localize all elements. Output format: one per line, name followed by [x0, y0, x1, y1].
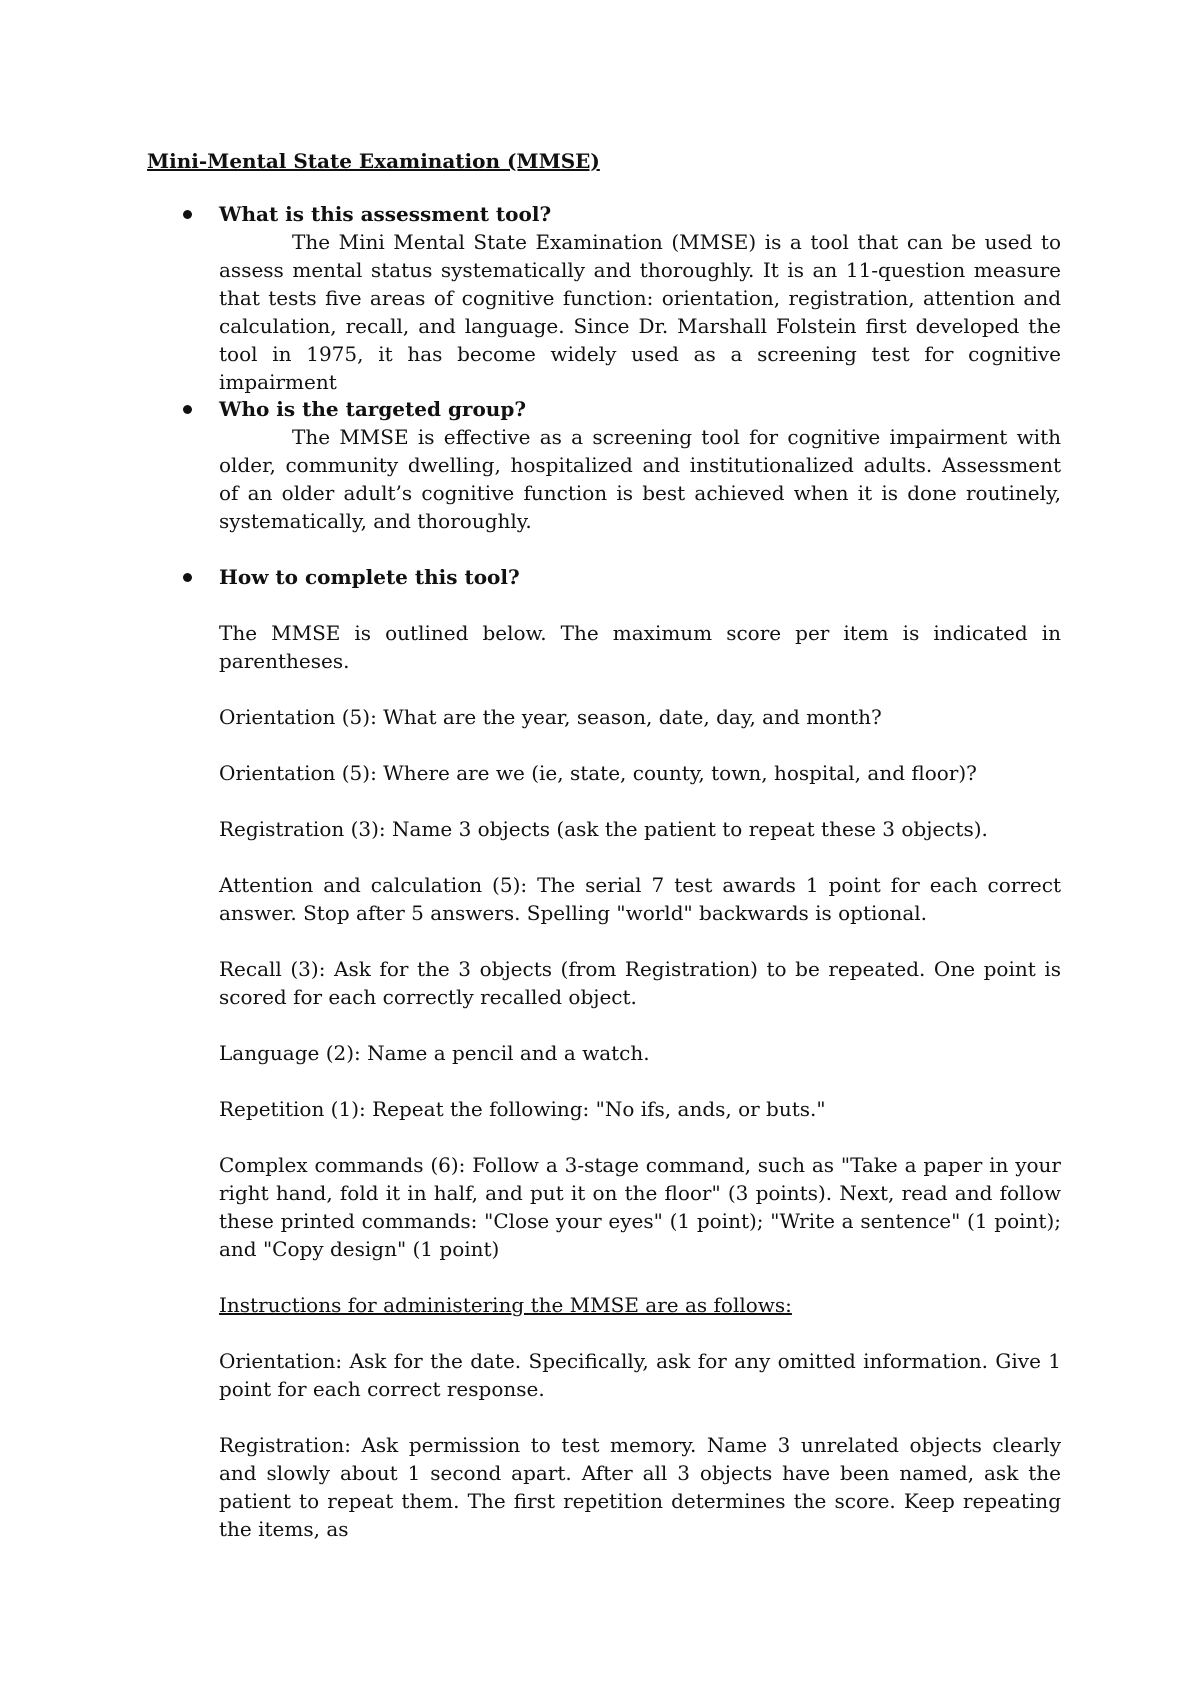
section-target-group: [219, 395, 1061, 535]
item-attention-calculation: [219, 871, 1061, 927]
item-complex-commands: [219, 1151, 1061, 1263]
item-orientation-place: [219, 759, 1061, 787]
section-what-is: [219, 200, 1061, 396]
bullet-icon: [183, 210, 192, 219]
list-item: Attention and calculation (5): The serial 7 test awards 1 point for each correct answer. Stop after 5 answers. Spelling "world" backwards is optional.: [219, 873, 1061, 925]
item-recall: [219, 955, 1061, 1011]
section-heading: Who is the targeted group?: [219, 397, 527, 421]
instruction-paragraph: Registration: Ask permission to test memory. Name 3 unrelated objects clearly and slowly about 1 second apart. After all 3 objects have been named, ask the patient to repeat them. The first repetition determines the score. Keep repeating the items, as: [219, 1433, 1061, 1541]
section-heading: What is this assessment tool?: [219, 202, 552, 226]
bullet-icon: [183, 405, 192, 414]
instruction-paragraph: Orientation: Ask for the date. Specifically, ask for any omitted information. Give 1 point for each correct response.: [219, 1349, 1061, 1401]
document-title: Mini-Mental State Examination (MMSE): [147, 149, 600, 173]
list-item: Repetition (1): Repeat the following: "No ifs, ands, or buts.": [219, 1097, 826, 1121]
instruction-orientation: [219, 1347, 1061, 1403]
item-orientation-time: [219, 703, 1061, 731]
section-how-to-complete: [219, 563, 1061, 591]
instructions-heading: Instructions for administering the MMSE are as follows:: [219, 1293, 792, 1317]
intro-paragraph: The MMSE is outlined below. The maximum score per item is indicated in parentheses.: [219, 621, 1061, 673]
item-language: [219, 1039, 1061, 1067]
list-item: Registration (3): Name 3 objects (ask the patient to repeat these 3 objects).: [219, 817, 988, 841]
instruction-registration: [219, 1431, 1061, 1543]
section-body: The MMSE is effective as a screening tool for cognitive impairment with older, community dwelling, hospitalized and institutionalized adults. Assessment of an older adult’s cognitive function is best achieved when it is done routinely, systematically, and thoroughly.: [219, 425, 1061, 533]
section-body: The Mini Mental State Examination (MMSE) is a tool that can be used to assess mental status systematically and thoroughly. It is an 11-question measure that tests five areas of cognitive function: orientation, registration, attention and calculation, recall, and language. Since Dr. Marshall Folstein first developed the tool in 1975, it has become widely used as a screening test for cognitive impairment: [219, 230, 1061, 394]
item-registration: [219, 815, 1061, 843]
list-item: Complex commands (6): Follow a 3-stage command, such as "Take a paper in your right hand, fold it in half, and put it on the floor" (3 points). Next, read and follow these printed commands: "Close your eyes" (1 point); "Write a sentence" (1 point); and "Copy design" (1 point): [219, 1153, 1061, 1261]
bullet-icon: [183, 573, 192, 582]
list-item: Orientation (5): Where are we (ie, state, county, town, hospital, and floor)?: [219, 761, 977, 785]
list-item: Orientation (5): What are the year, season, date, day, and month?: [219, 705, 882, 729]
item-repetition: [219, 1095, 1061, 1123]
instructions-heading-block: [219, 1291, 1061, 1319]
section-heading: How to complete this tool?: [219, 565, 520, 589]
list-item: Language (2): Name a pencil and a watch.: [219, 1041, 650, 1065]
list-item: Recall (3): Ask for the 3 objects (from Registration) to be repeated. One point is scored for each correctly recalled object.: [219, 957, 1061, 1009]
section-intro: [219, 619, 1061, 675]
